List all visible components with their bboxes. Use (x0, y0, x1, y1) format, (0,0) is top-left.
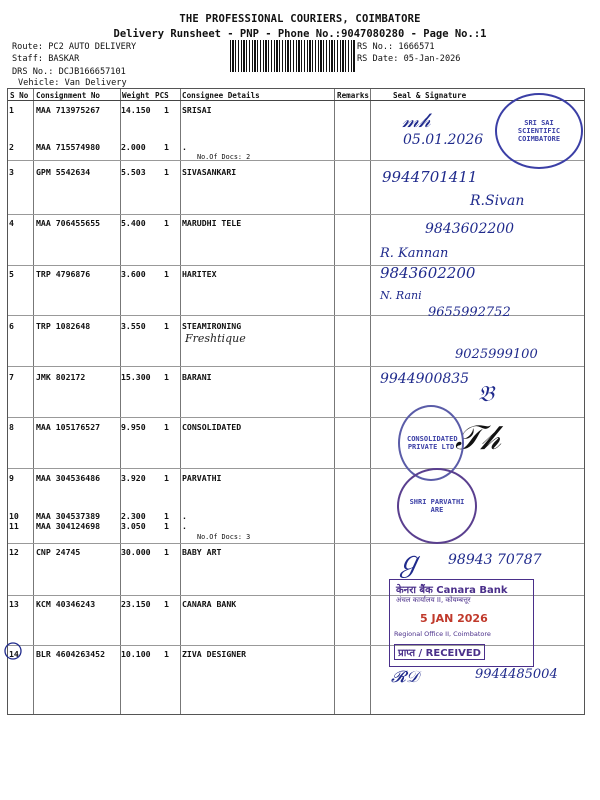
signature-scribble-icon: 𝓂𝒽 (402, 108, 431, 132)
row-weight: 10.100 (121, 649, 151, 659)
row-consignment: MAA 706455655 (36, 218, 101, 228)
row-weight: 3.600 (121, 269, 146, 279)
col-header-remarks: Remarks (337, 91, 370, 100)
row-consignment: MAA 713975267 (36, 105, 101, 115)
row-consignee: CANARA BANK (182, 599, 237, 609)
row-consignment: TRP 1082648 (36, 321, 91, 331)
row-pcs: 1 (164, 511, 169, 521)
row-sno: 7 (9, 372, 14, 382)
row-sno: 12 (9, 547, 19, 557)
row-consignee: SIVASANKARI (182, 167, 237, 177)
signature-scribble-icon: 𝔅 (478, 382, 494, 407)
row-consignee: MARUDHI TELE (182, 218, 242, 228)
handwritten-phone: 9843602200 (380, 264, 476, 282)
col-header-consignment: Consignment No (36, 91, 101, 100)
row-consignee: HARITEX (182, 269, 217, 279)
row-weight: 2.300 (121, 511, 146, 521)
seal-stamp-text: SRI SAI SCIENTIFIC COIMBATORE (517, 119, 561, 143)
handwritten-name: N. Rani (380, 289, 422, 302)
handwritten-phone: 9944485004 (475, 667, 558, 682)
handwritten-name: R. Kannan (380, 246, 449, 261)
row-pcs: 1 (164, 521, 169, 531)
seal-stamp-text: SHRI PARVATHI ARE (409, 498, 465, 514)
seal-stamp (495, 93, 583, 169)
row-sno: 4 (9, 218, 14, 228)
row-consignee: . (182, 521, 187, 531)
seal-stamp-text: CONSOLIDATED PRIVATE LTD (407, 435, 458, 451)
row-pcs: 1 (164, 547, 169, 557)
barcode-image (230, 40, 355, 72)
row-consignment: MAA 304537389 (36, 511, 101, 521)
row-consignee: SRISAI (182, 105, 212, 115)
handwritten-note: Freshtique (185, 332, 246, 345)
row-consignment: JMK 802172 (36, 372, 86, 382)
seal-stamp (397, 468, 477, 544)
row-sno: 5 (9, 269, 14, 279)
row-docs-note: No.Of Docs: 2 (197, 153, 251, 161)
page-subtitle: Delivery Runsheet - PNP - Phone No.:9047080280 - Page No.:1 (113, 28, 487, 40)
row-consignee: BARANI (182, 372, 212, 382)
row-consignment: GPM 5542634 (36, 167, 91, 177)
row-consignment: TRP 4796876 (36, 269, 91, 279)
row-consignment: MAA 304124698 (36, 521, 101, 531)
col-header-consignee: Consignee Details (182, 91, 260, 100)
row-weight: 23.150 (121, 599, 151, 609)
rs-date: RS Date: 05-Jan-2026 (357, 54, 461, 64)
row-docs-note: No.Of Docs: 3 (197, 533, 251, 541)
vehicle-text: Vehicle: Van Delivery (18, 78, 127, 88)
row-pcs: 1 (164, 142, 169, 152)
row-sno: 3 (9, 167, 14, 177)
col-header-pcs: PCS (155, 91, 169, 100)
handwritten-phone: 98943 70787 (448, 552, 542, 568)
row-weight: 30.000 (121, 547, 151, 557)
page-title: THE PROFESSIONAL COURIERS, COIMBATORE (179, 13, 421, 25)
row-consignee: STEAMIRONING (182, 321, 242, 331)
bank-stamp-office-en: Regional Office II, Coimbatore (394, 630, 491, 638)
route-text: Route: PC2 AUTO DELIVERY (12, 42, 137, 52)
signature-scribble-icon: ℊ (395, 545, 424, 578)
row-consignee: BABY ART (182, 547, 222, 557)
handwritten-phone: 9843602200 (425, 221, 515, 237)
row-weight: 3.920 (121, 473, 146, 483)
row-weight: 15.300 (121, 372, 151, 382)
handwritten-phone: 9655992752 (428, 305, 511, 320)
handwritten-phone: 9025999100 (455, 347, 538, 362)
row-pcs: 1 (164, 269, 169, 279)
row-pcs: 1 (164, 321, 169, 331)
row-pcs: 1 (164, 167, 169, 177)
row-consignee: CONSOLIDATED (182, 422, 242, 432)
row-weight: 5.503 (121, 167, 146, 177)
row-consignee: . (182, 511, 187, 521)
row-consignment: MAA 105176527 (36, 422, 101, 432)
rs-number: RS No.: 1666571 (357, 42, 435, 52)
handwritten-name: R.Sivan (470, 193, 525, 209)
handwritten-date: 05.01.2026 (403, 132, 484, 148)
row-consignee: . (182, 142, 187, 152)
drs-number: DRS No.: DCJB166657101 (12, 67, 126, 77)
bank-stamp-date: 5 JAN 2026 (420, 612, 488, 625)
row-sno: 9 (9, 473, 14, 483)
row-sno: 14 (9, 649, 19, 659)
row-sno: 6 (9, 321, 14, 331)
handwritten-phone: 9944900835 (380, 371, 470, 387)
signature-scribble-icon: 𝒯𝒽 (455, 418, 501, 458)
row-pcs: 1 (164, 599, 169, 609)
row-pcs: 1 (164, 218, 169, 228)
row-sno: 8 (9, 422, 14, 432)
row-consignment: BLR 4604263452 (36, 649, 106, 659)
signature-scribble-icon: 𝓡𝒟 (391, 667, 419, 686)
row-weight: 2.000 (121, 142, 146, 152)
row-weight: 3.550 (121, 321, 146, 331)
row-consignee: ZIVA DESIGNER (182, 649, 247, 659)
row-consignee: PARVATHI (182, 473, 222, 483)
row-pcs: 1 (164, 105, 169, 115)
row-consignment: CNP 24745 (36, 547, 81, 557)
row-sno: 10 (9, 511, 19, 521)
bank-stamp-office: अंचल कार्यालय II, कोयम्बत्तूर (396, 596, 471, 604)
staff-text: Staff: BASKAR (12, 54, 80, 64)
bank-stamp-received: प्राप्त / RECEIVED (394, 644, 485, 660)
row-sno: 1 (9, 105, 14, 115)
row-sno: 13 (9, 599, 19, 609)
col-header-weight: Weight (122, 91, 150, 100)
row-weight: 3.050 (121, 521, 146, 531)
handwritten-phone: 9944701411 (382, 168, 478, 186)
col-header-sno: S No (10, 91, 29, 100)
row-pcs: 1 (164, 372, 169, 382)
row-consignment: MAA 304536486 (36, 473, 101, 483)
row-pcs: 1 (164, 649, 169, 659)
circled-mark-icon (3, 641, 23, 661)
row-weight: 5.400 (121, 218, 146, 228)
row-weight: 14.150 (121, 105, 151, 115)
bank-stamp-name: केनरा बैंक Canara Bank (396, 585, 508, 596)
row-consignment: KCM 40346243 (36, 599, 96, 609)
row-sno: 2 (9, 142, 14, 152)
row-pcs: 1 (164, 473, 169, 483)
row-pcs: 1 (164, 422, 169, 432)
bank-received-stamp (389, 579, 534, 667)
row-weight: 9.950 (121, 422, 146, 432)
row-sno: 11 (9, 521, 19, 531)
row-consignment: MAA 715574980 (36, 142, 101, 152)
col-header-seal: Seal & Signature (393, 91, 467, 100)
